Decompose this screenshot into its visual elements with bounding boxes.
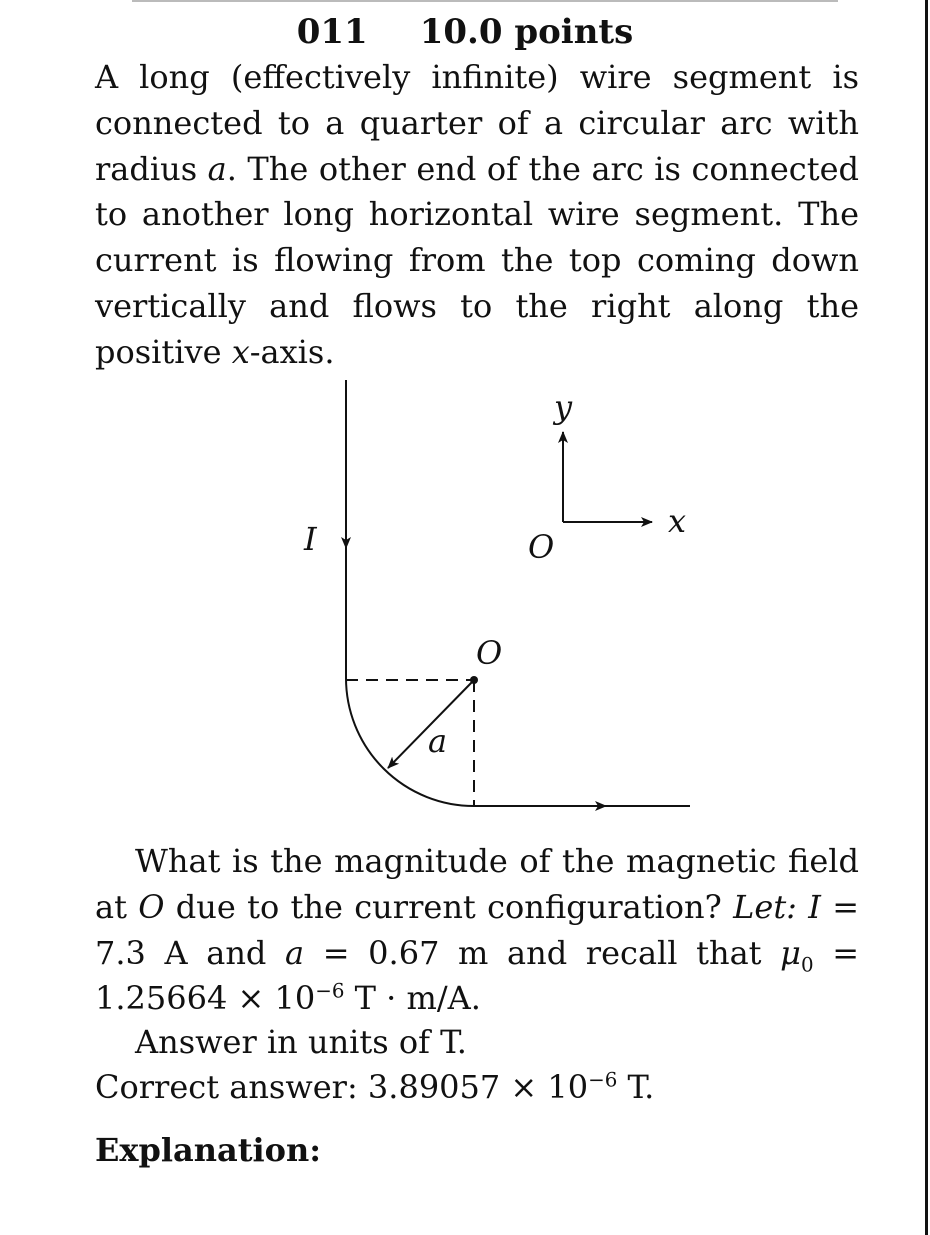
origin-label: O bbox=[528, 528, 555, 566]
x-axis-label: x bbox=[668, 502, 687, 540]
center-point bbox=[470, 676, 478, 684]
current-label: I bbox=[304, 520, 317, 558]
radius-label: a bbox=[428, 722, 448, 760]
problem-statement: A long (effectively infinite) wire segment is connected to a quarter of a circular arc with radius a. The other end of the arc is connected to another long horizontal wire segment. The current is flowing from the top coming down vertically and flows to the right along the positive x-axis. bbox=[95, 58, 860, 371]
question-text: What is the magnitude of the magnetic field at O due to the current configuration? Let: I = 7.3 A and a = 0.67 m and recall that $\mu_0 = 1.25664 \times 10^{-6}$ T · m/A. bbox=[95, 842, 860, 1018]
explanation-heading: Explanation: bbox=[95, 1131, 322, 1169]
problem-number: 011 bbox=[296, 12, 368, 52]
correct-answer: Correct answer: $3.89057 \times 10^{-6}$ T. bbox=[95, 1068, 655, 1106]
center-label: O bbox=[476, 634, 503, 672]
answer-units: Answer in units of T. bbox=[135, 1023, 467, 1061]
quarter-arc-wire bbox=[346, 678, 474, 806]
y-axis-label: y bbox=[554, 388, 573, 426]
problem-points: 10.0 points bbox=[419, 12, 634, 52]
